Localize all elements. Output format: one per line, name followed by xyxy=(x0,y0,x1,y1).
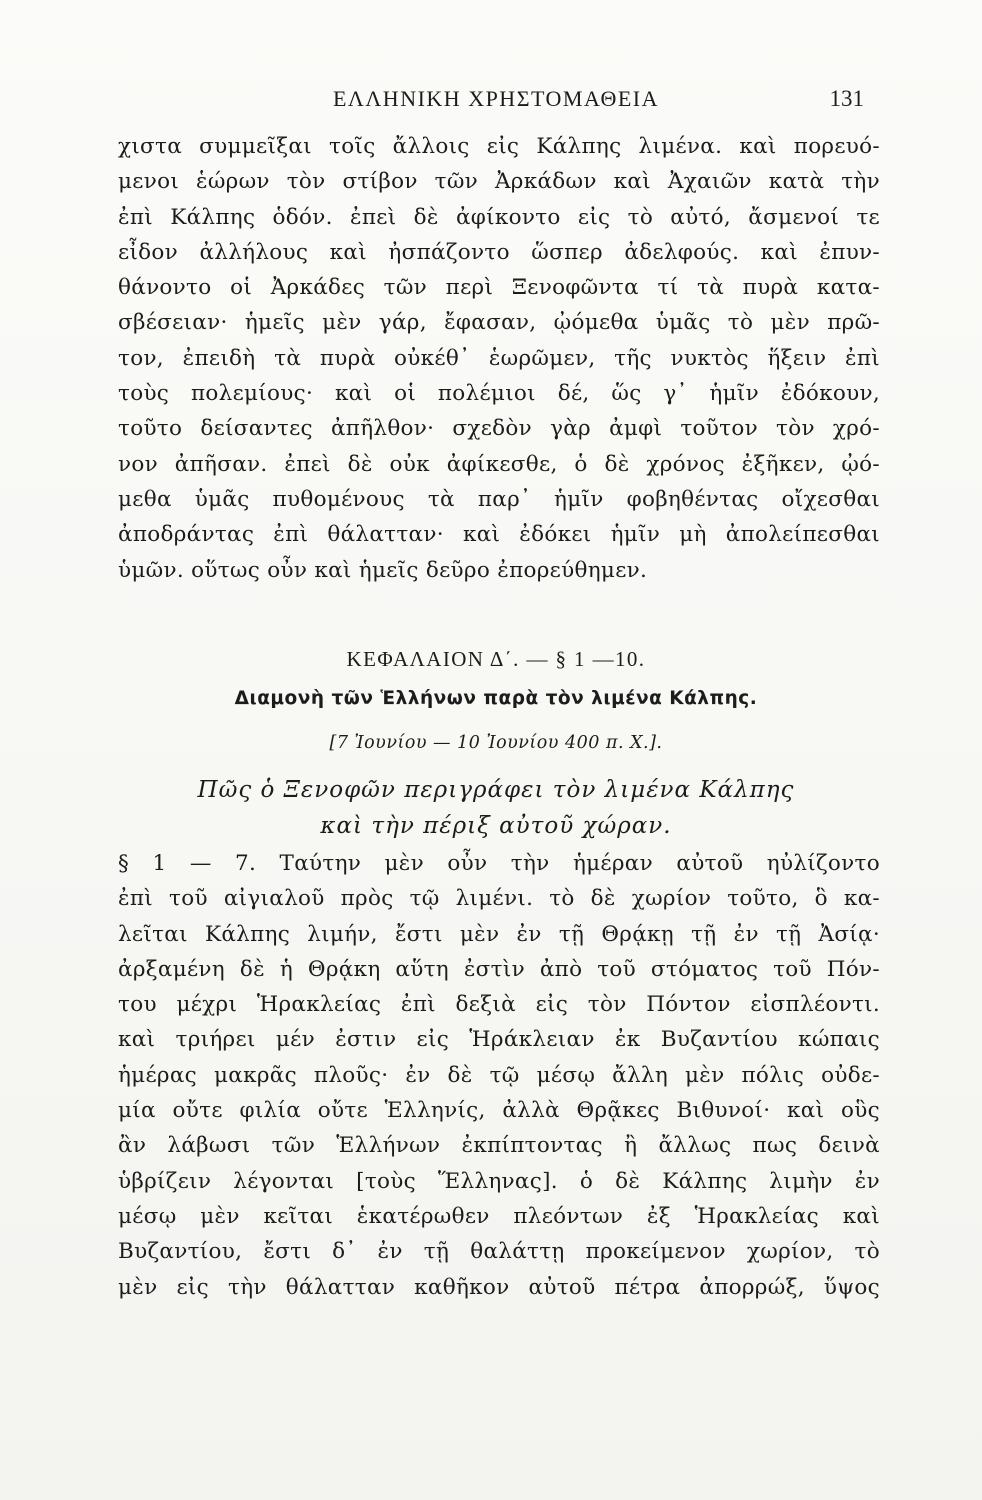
text-block-section xyxy=(118,846,880,1305)
subheading-line: καὶ τὴν πέριξ αὐτοῦ χώραν. xyxy=(320,813,672,839)
text-line: § 1 — 7. Ταύτην μὲν οὖν τὴν ἡμέραν αὐτοῦ ηὐλίζοντο xyxy=(118,851,880,876)
text-line: μεθα ὑμᾶς πυθομένους τὰ παρ᾿ ἡμῖν φοβηθέντας οἴχεσθαι xyxy=(118,486,880,512)
text-line: ἐπὶ Κάλπης ὁδόν. ἐπεὶ δὲ ἀφίκοντο εἰς τὸ αὐτό, ἄσμενοί τε xyxy=(118,204,880,230)
date-line: [7 Ἰουνίου — 10 Ἰουνίου 400 π. Χ.]. xyxy=(329,733,663,753)
text-line: μία οὔτε φιλία οὔτε Ἑλληνίς, ἀλλὰ Θρᾷκες Βιθυνοί· καὶ οὓς xyxy=(118,1098,880,1124)
text-line: ἡμέρας μακρᾶς πλοῦς· ἐν δὲ τῷ μέσῳ ἄλλη μὲν πόλις οὐδε- xyxy=(118,1062,880,1088)
page-number: 131 xyxy=(829,86,864,111)
text-line: μενοι ἑώρων τὸν στίβον τῶν Ἀρκάδων καὶ Ἀχαιῶν κατὰ τὴν xyxy=(118,169,880,195)
running-title: ΕΛΛΗΝΙΚΗ ΧΡΗΣΤΟΜΑΘΕΙΑ xyxy=(332,86,660,111)
text-line: μὲν εἰς τὴν θάλατταν καθῆκον αὐτοῦ πέτρα ἀπορρώξ, ὕψος xyxy=(118,1274,880,1300)
text-line: τον, ἐπειδὴ τὰ πυρὰ οὐκέθ᾿ ἑωρῶμεν, τῆς νυκτὸς ἥξειν ἐπὶ xyxy=(118,345,880,371)
text-line: καὶ τριήρει μέν ἐστιν εἰς Ἡράκλειαν ἐκ Βυζαντίου κώπαις xyxy=(118,1027,880,1053)
text-line: του μέχρι Ἡρακλείας ἐπὶ δεξιὰ εἰς τὸν Πόντον εἰσπλέοντι. xyxy=(118,992,880,1018)
text-line: τοῦτο δείσαντες ἀπῆλθον· σχεδὸν γὰρ ἀμφὶ τοῦτον τὸν χρό- xyxy=(118,416,880,442)
text-line: ὑβρίζειν λέγονται [τοὺς Ἕλληνας]. ὁ δὲ Κάλπης λιμὴν ἐν xyxy=(118,1168,880,1194)
text-block-continuation xyxy=(118,129,880,588)
text-line: ἂν λάβωσι τῶν Ἑλλήνων ἐκπίπτοντας ἢ ἄλλως πως δεινὰ xyxy=(118,1133,880,1159)
text-line: ὑμῶν. οὕτως οὖν καὶ ἡμεῖς δεῦρο ἐπορεύθημεν. xyxy=(118,557,648,583)
text-line: θάνοντο οἱ Ἀρκάδες τῶν περὶ Ξενοφῶντα τί τὰ πυρὰ κατα- xyxy=(118,275,880,301)
text-line: ἐπὶ τοῦ αἰγιαλοῦ πρὸς τῷ λιμένι. τὸ δὲ χωρίον τοῦτο, ὃ κα- xyxy=(118,886,880,912)
text-line: ἀρξαμένη δὲ ἡ Θρᾴκη αὕτη ἐστὶν ἀπὸ τοῦ στόματος τοῦ Πόν- xyxy=(118,956,880,982)
subheading xyxy=(118,772,874,844)
text-line: Βυζαντίου, ἔστι δ᾿ ἐν τῇ θαλάττῃ προκείμενον χωρίον, τὸ xyxy=(118,1239,880,1265)
chapter-heading: ΚΕΦΑΛΑΙΟΝ Δ΄. — § 1 —10. xyxy=(346,647,646,671)
text-line: τοὺς πολεμίους· καὶ οἱ πολέμιοι δέ, ὥς γ᾿ ἡμῖν ἐδόκουν, xyxy=(118,381,880,407)
text-line: λεῖται Κάλπης λιμήν, ἔστι μὲν ἐν τῇ Θρᾴκῃ τῇ ἐν τῇ Ἀσίᾳ· xyxy=(118,921,880,947)
text-line: σβέσειαν· ἡμεῖς μὲν γάρ, ἔφασαν, ᾠόμεθα ὑμᾶς τὸ μὲν πρῶ- xyxy=(118,310,880,336)
subheading-line: Πῶς ὁ Ξενοφῶν περιγράφει τὸν λιμένα Κάλπης xyxy=(197,777,795,803)
page-header xyxy=(118,86,874,120)
text-line: χιστα συμμεῖξαι τοῖς ἄλλοις εἰς Κάλπης λιμένα. καὶ πορευό- xyxy=(118,134,880,159)
section-title: Διαμονὴ τῶν Ἑλλήνων παρὰ τὸν λιμένα Κάλπης. xyxy=(234,688,758,709)
text-line: νον ἀπῆσαν. ἐπεὶ δὲ οὐκ ἀφίκεσθε, ὁ δὲ χρόνος ἐξῆκεν, ᾠό- xyxy=(118,451,880,477)
text-line: μέσῳ μὲν κεῖται ἑκατέρωθεν πλεόντων ἐξ Ἡρακλείας καὶ xyxy=(118,1203,880,1229)
text-line: ἀποδράντας ἐπὶ θάλατταν· καὶ ἐδόκει ἡμῖν μὴ ἀπολείπεσθαι xyxy=(118,522,880,548)
text-line: εἶδον ἀλλήλους καὶ ἠσπάζοντο ὥσπερ ἀδελφούς. καὶ ἐπυν- xyxy=(118,239,880,265)
